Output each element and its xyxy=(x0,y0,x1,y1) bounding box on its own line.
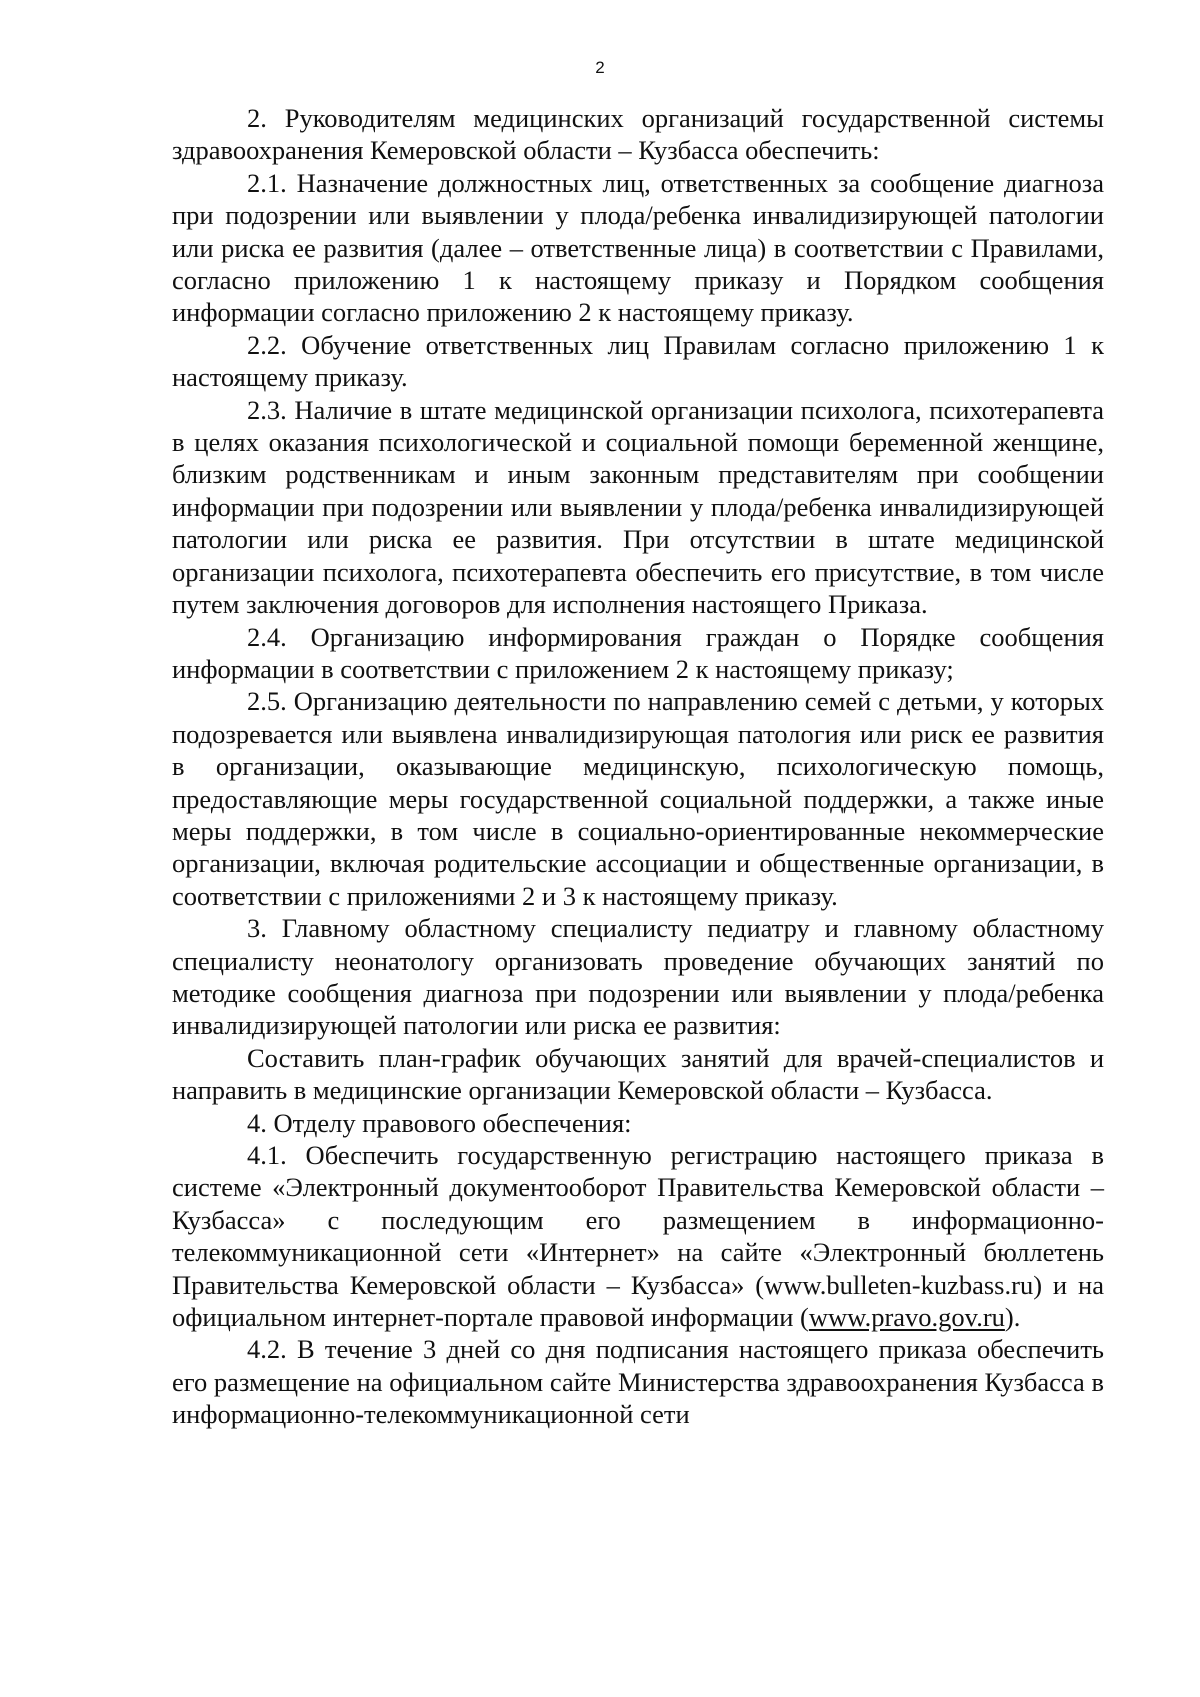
paragraph-4: 4. Отделу правового обеспечения: xyxy=(247,1107,632,1138)
paragraph-4-1-text: 4.1. Обеспечить государственную регистрацию настоящего приказа в системе «Электронный документооборот Правительства Кемеровской области – Кузбасса» с последующим его размещением в информационно-телекоммуникационной сети «Интернет» на сайте «Электронный бюллетень Правительства Кемеровской области – Кузбасса» (www.bulleten-kuzbass.ru) и на официальном интернет-портале правовой информации ( xyxy=(172,1140,1104,1333)
paragraph-2-4: 2.4. Организацию информирования граждан о Порядке сообщения информации в соответствии с приложением 2 к настоящему приказу; xyxy=(172,621,1104,684)
paragraph-4-1-tail: ). xyxy=(1004,1302,1021,1333)
pravo-link[interactable]: www.pravo.gov.ru xyxy=(808,1302,1005,1333)
paragraph-2-1: 2.1. Назначение должностных лиц, ответственных за сообщение диагноза при подозрении или выявлении у плода/ребенка инвалидизирующей патологии или риска ее развития (далее – ответственные лица) в соответствии с Правилами, согласно приложению 1 к настоящему приказу и Порядком сообщения информации согласно приложению 2 к настоящему приказу. xyxy=(172,167,1104,328)
paragraph-3: 3. Главному областному специалисту педиатру и главному областному специалисту неонатологу организовать проведение обучающих занятий по методике сообщения диагноза при подозрении или выявлении у плода/ребенка инвалидизирующей патологии или риска ее развития: xyxy=(172,913,1104,1041)
page-number: 2 xyxy=(595,58,605,77)
paragraph-2: 2. Руководителям медицинских организаций государственной системы здравоохранения Кемеровской области – Кузбасса обеспечить: xyxy=(172,103,1104,166)
paragraph-4-2: 4.2. В течение 3 дней со дня подписания настоящего приказа обеспечить его размещение на официальном сайте Министерства здравоохранения Кузбасса в информационно-телекоммуникационной сети xyxy=(172,1334,1104,1430)
paragraph-2-5: 2.5. Организацию деятельности по направлению семей с детьми, у которых подозревается или выявлена инвалидизирующая патология или риск ее развития в организации, оказывающие медицинскую, психологическую помощь, предоставляющие меры государственной социальной поддержки, а также иные меры поддержки, в том числе в социально-ориентированные некоммерческие организации, включая родительские ассоциации и общественные организации, в соответствии с приложениями 2 и 3 к настоящему приказу. xyxy=(172,686,1104,911)
paragraph-2-3: 2.3. Наличие в штате медицинской организации психолога, психотерапевта в целях оказания психологической и социальной помощи беременной женщине, близким родственникам и иным законным представителям при сообщении информации при подозрении или выявлении у плода/ребенка инвалидизирующей патологии или риска ее развития. При отсутствии в штате медицинской организации психолога, психотерапевта обеспечить его присутствие, в том числе путем заключения договоров для исполнения настоящего Приказа. xyxy=(172,394,1104,620)
paragraph-3-plan: Составить план-график обучающих занятий для врачей-специалистов и направить в медицинские организации Кемеровской области – Кузбасса. xyxy=(172,1042,1104,1106)
document-body xyxy=(172,102,1104,1431)
paragraph-2-2: 2.2. Обучение ответственных лиц Правилам согласно приложению 1 к настоящему приказу. xyxy=(172,329,1104,393)
paragraph-4-1 xyxy=(172,1139,1104,1333)
